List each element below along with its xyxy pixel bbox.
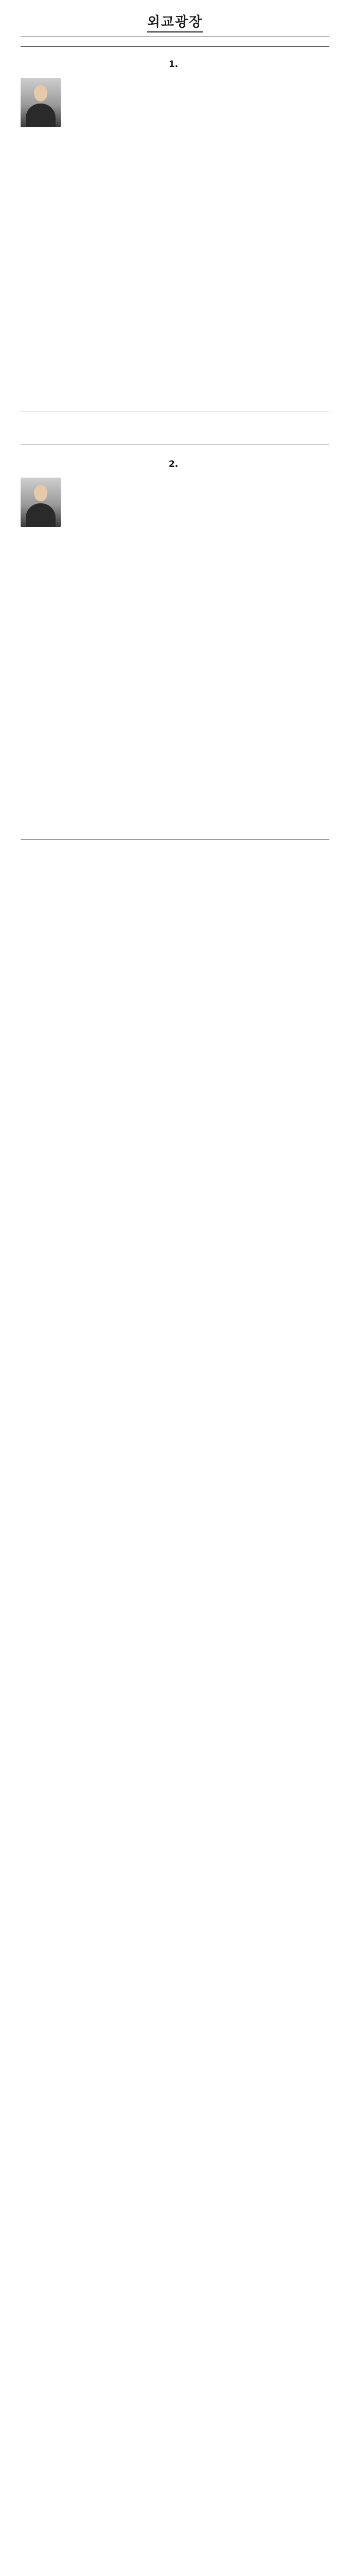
article-1-paragraph: [21, 188, 329, 197]
article-1-paragraph: [21, 202, 329, 211]
article-1-paragraph: [21, 397, 329, 405]
article-2-paragraph: [21, 713, 329, 722]
article-1-author-block: [21, 78, 329, 127]
article-1-footnotes: [21, 412, 329, 430]
article-1-paragraph: [21, 272, 329, 280]
article-1-footnote: [21, 423, 329, 430]
article-1-author-photo: [21, 78, 61, 127]
article-1-paragraph: [21, 299, 329, 308]
article-2-paragraph: [21, 630, 329, 638]
article-1-author-meta: [67, 78, 329, 81]
article-1-paragraph: [21, 244, 329, 252]
article-1-heading: [21, 59, 329, 70]
article-2-paragraph: [21, 560, 329, 569]
article-2-paragraph: [21, 769, 329, 777]
article-2-paragraph: [21, 741, 329, 750]
article-1-paragraph: [21, 160, 329, 169]
article-1-paragraph: [21, 355, 329, 364]
article-1-footnote: [21, 415, 329, 421]
article-2: [21, 459, 329, 857]
article-2-paragraph: [21, 699, 329, 708]
article-1-paragraph: [21, 341, 329, 350]
header-bar: [21, 37, 329, 47]
article-2-paragraph: [21, 574, 329, 583]
article-1-body: [21, 132, 329, 405]
article-2-paragraph: [21, 643, 329, 652]
article-1-number: 1.: [168, 59, 179, 70]
article-divider: [21, 444, 329, 445]
masthead-title: 외교광장: [147, 11, 203, 32]
article-2-paragraph: [21, 602, 329, 611]
article-2-author-meta: [67, 478, 329, 481]
article-1-paragraph: [21, 132, 329, 141]
article-2-author-block: [21, 478, 329, 527]
article-1-paragraph: [21, 146, 329, 155]
article-2-paragraph: [21, 657, 329, 666]
article-1: [21, 59, 329, 430]
article-2-paragraph: [21, 532, 329, 541]
article-2-paragraph: [21, 755, 329, 764]
article-2-paragraph: [21, 588, 329, 597]
article-1-paragraph: [21, 285, 329, 294]
masthead: [21, 0, 329, 32]
article-1-paragraph: [21, 383, 329, 392]
article-1-paragraph: [21, 216, 329, 225]
article-2-paragraph: [21, 616, 329, 624]
article-2-paragraph: [21, 727, 329, 736]
article-2-paragraph: [21, 810, 329, 819]
article-1-paragraph: [21, 327, 329, 336]
article-2-footnote: [21, 851, 329, 857]
article-2-paragraph: [21, 685, 329, 694]
article-1-paragraph: [21, 174, 329, 183]
article-2-author-photo: [21, 478, 61, 527]
article-1-paragraph: [21, 258, 329, 266]
article-2-paragraph: [21, 546, 329, 555]
article-1-paragraph: [21, 369, 329, 378]
article-2-footnotes: [21, 839, 329, 857]
article-2-body: [21, 532, 329, 833]
article-2-paragraph: [21, 783, 329, 791]
article-2-heading: [21, 459, 329, 469]
article-2-number: 2.: [168, 459, 179, 469]
article-1-paragraph: [21, 313, 329, 322]
article-2-paragraph: [21, 824, 329, 833]
article-1-paragraph: [21, 230, 329, 239]
article-2-footnote: [21, 843, 329, 849]
article-2-paragraph: [21, 671, 329, 680]
article-2-paragraph: [21, 796, 329, 805]
